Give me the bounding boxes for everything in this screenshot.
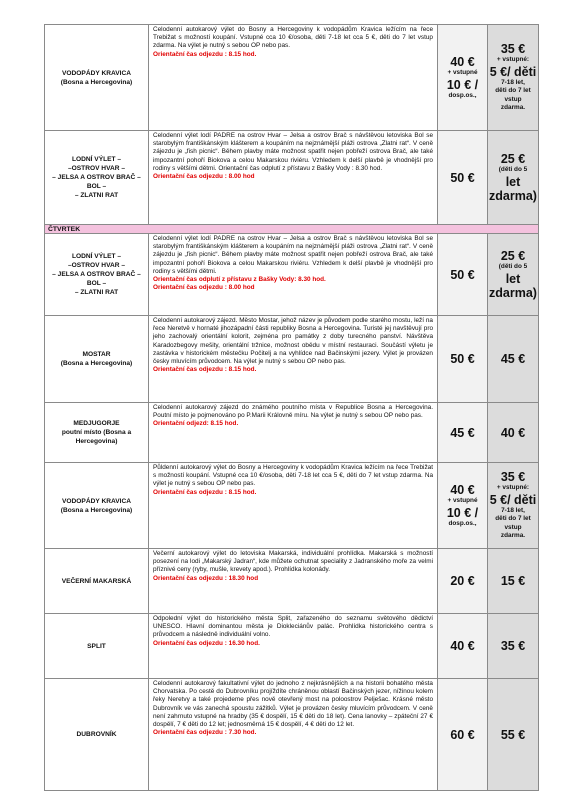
excursion-description-cell [149,463,438,549]
child-price-note: zdarma. [500,532,526,540]
child-price-cell [488,679,539,791]
excursion-name-line: LODNÍ VÝLET – [71,156,122,163]
adult-price: 40 € [450,55,475,69]
departure-time: Orientační odjezd: 8.15 hod. [153,420,239,428]
excursion-description-cell [149,131,438,225]
excursion-name-line: BOL – [86,183,107,190]
excursion-description-cell [149,316,438,403]
excursion-name-cell [45,234,149,316]
day-header-row [45,225,539,234]
departure-time: Orientační čas odjezdu : 8.15 hod. [153,366,257,374]
adult-price: 60 € [450,727,475,742]
child-price-note: (děti do 5 [498,166,528,174]
excursion-name-cell [45,679,149,791]
excursion-description: Večerní autokarový výlet do letoviska Makarská, individuální prohlídka. Makarská s možností posezení na lodi „Makarský Jadran“, kde můžete ochutnat speciality z Jadranského moře za velmi příznivé ceny (ryby, mušle, krevety apod.). Prohlídka kolonády. [153,550,433,574]
excursion-name-line: VODOPÁDY KRAVICA [62,497,131,505]
excursion-description-cell [149,614,438,679]
excursion-name-line: – JELSA A OSTROV BRAČ – [52,174,141,181]
child-price-cell [488,614,539,679]
child-price-cell [488,463,539,549]
excursion-name-line: MEDJUGORJE [73,420,120,427]
excursion-description: Celodenní autokarový fakultativní výlet do jednoho z nejkrásnějších a na historii bohatého města Chorvatska. Po cestě do Dubrovníku projíždíte chráněnou oblastí Bačinských jezer, nížinou kolem řeky Neretvy a také projedeme přes nově otevřený most na poloostrov Pelješac. Krásné město Dubrovník ve vás zanechá spoustu zážitků. Výlet je provázen česky mluvícím průvodcem. V ceně není zahrnuto vstupné na hradby (35 € dospělí, 15 € děti do 18 let). Cena lanovky – zpáteční 27 € dospělí, 7 € děti do 12 let; jednosměrná 15 € dospělí, 4 € děti do 12 let. [153,680,433,729]
excursion-name-cell [45,316,149,403]
excursion-price-table [44,24,537,791]
adult-price-cell [438,25,488,131]
child-price-note: děti do 7 let [495,515,531,523]
excursion-name-line: – ZLATNI RAT [74,289,119,296]
adult-price-cell [438,679,488,791]
excursion-name-line: poutní místo (Bosna a [61,429,132,436]
excursion-description-cell [149,403,438,463]
child-price: 45 € [500,352,526,366]
adult-price-note: dosp.os., [448,519,477,527]
excursion-name-cell [45,403,149,463]
departure-port-time: Orientační čas odplutí z přístavu z Bašky Vody: 8.30 hod. [153,276,326,284]
child-price: 40 € [500,425,526,440]
excursion-description: Celodenní výlet lodí PADRE na ostrov Hvar – Jelsa a ostrov Brač s návštěvou letoviska Bol se starobylým františkánským klášterem a koupáním na nejznámější pláži ostrova „Zlatni rat“. V ceně zájezdu je „fish picnic“. Během plavby máte možnost spatřit nejen pobřeží ostrova Brač, ale také impozantní pohoří Biokova a celou Makarskou riviéru. Vzhledem k delší plavbě je vhodnější pro rodiny s většími dětmi. [153,235,433,275]
child-price: 25 € [500,249,526,264]
child-price-cell [488,25,539,131]
day-label: ČTVRTEK [45,225,539,234]
excursion-name-line: –OSTROV HVAR – [67,165,126,172]
adult-price-cell [438,463,488,549]
departure-time: Orientační čas odjezdu : 8.00 hod [153,284,255,292]
excursion-name-line: SPLIT [87,642,106,650]
child-price-note: (děti do 5 [498,263,528,271]
departure-time: Orientační čas odjezdu : 8.15 hod. [153,488,257,496]
departure-time: Orientační čas odjezdu : 8.00 hod [153,173,255,181]
excursion-row-medjugorje [45,403,539,463]
excursion-name-line: BOL – [86,280,107,287]
excursion-name-line: (Bosna a Hercegovina) [60,78,133,86]
excursion-description-cell [149,234,438,316]
child-price-cell [488,316,539,403]
adult-price: 50 € [450,170,475,185]
excursion-name-line: (Bosna a Hercegovina) [60,360,133,367]
excursion-row-mostar [45,316,539,403]
excursion-description: Celodenní výlet lodí PADRE na ostrov Hvar – Jelsa a ostrov Brač s návštěvou letoviska Bol se starobylým františkánským klášterem a koupáním na nejznámější pláži ostrova „Zlatni rat“. V ceně zájezdu je „fish picnic“. Během plavby máte možnost spatřit nejen pobřeží ostrova Brač, ale také impozantní pohoří Biokova a celou Makarskou riviéru. Vzhledem k delší plavbě je vhodnější pro rodiny s většími dětmi. Orientační čas odplutí z přístavu z Bašky Vody : 8.30 hod. [153,132,433,172]
excursion-description: Celodenní autokarový zájezd do známého poutního místa v Republice Bosna a Hercegovina. Poutní místo je pojmenováno po P.Marii Královně míru. Na výlet je nutný s sebou OP nebo pas. [153,404,433,420]
adult-price-note: + vstupné [447,497,478,504]
excursion-name-cell [45,131,149,225]
excursion-description-cell [149,549,438,614]
adult-price: 45 € [450,425,475,440]
rows-before-day [45,25,539,225]
child-price-note: vstup [504,523,522,531]
adult-price: 20 € [450,574,475,588]
adult-price: 50 € [450,352,475,366]
excursion-name-line: – ZLATNI RAT [74,192,119,199]
child-price-cell [488,131,539,225]
adult-price-cell [438,403,488,463]
child-price-note: + vstupné: [496,484,530,492]
child-price-cell [488,403,539,463]
child-price: 35 € [500,470,526,485]
child-price: 55 € [500,727,526,742]
child-price-note: 7-18 let, [501,506,525,514]
child-price: 25 € [500,152,526,167]
excursion-row-kravica1 [45,25,539,131]
adult-price: 40 € [450,483,475,497]
excursion-description-cell [149,679,438,791]
excursion-name-line: DUBROVNÍK [76,731,117,738]
departure-time: Orientační čas odjezdu : 16.30 hod. [153,639,260,647]
child-price-cell [488,549,539,614]
departure-time: Orientační čas odjezdu : 8.15 hod. [153,50,257,58]
adult-price: 50 € [450,267,475,282]
adult-price-cell [438,316,488,403]
child-price: 35 € [500,42,526,57]
excursion-name-line: LODNÍ VÝLET – [71,253,122,260]
adult-price-cell [438,131,488,225]
child-price-note: let zdarma) [489,174,537,203]
adult-price-note: dosp.os., [448,91,477,99]
excursion-row-kravica2 [45,463,539,549]
excursion-row-makarska [45,549,539,614]
excursion-name-line: VODOPÁDY KRAVICA [62,69,131,77]
adult-price-cell [438,234,488,316]
child-price-cell [488,234,539,316]
adult-price-cell [438,614,488,679]
child-price-note: let zdarma) [489,271,537,300]
excursion-name-line: – JELSA A OSTROV BRAČ – [52,271,141,278]
excursion-row-hvar2 [45,234,539,316]
child-price-note: + vstupné: [496,56,530,64]
child-price-note: zdarma. [500,104,526,112]
excursion-name-line: (Bosna a Hercegovina) [60,506,133,514]
excursion-description: Půldenní autokarový výlet do Bosny a Hercegoviny k vodopádům Kravica ležícím na řece Trebižat s možností koupání. Vstupné cca 10 €/osoba, děti 7-18 let cca 5 €, děti do 7 let vstup zdarma. Na výlet je nutný s sebou OP nebo pas. [153,464,433,488]
day-header-section [45,225,539,234]
excursion-table [44,24,539,791]
excursion-name-line: –OSTROV HVAR – [67,262,126,269]
child-price: 35 € [500,639,526,653]
excursion-description: Celodenní autokarový výlet do Bosny a Hercegoviny k vodopádům Kravica ležícím na řece Trebižat s možností koupání. Vstupné cca 10 €/osoba, děti 7-18 let cca 5 €, děti do 7 let vstup zdarma. Na výlet je nutný s sebou OP nebo pas. [153,26,433,50]
adult-price: 40 € [450,639,475,653]
excursion-description-cell [149,25,438,131]
rows-after-day [45,234,539,791]
excursion-name-line: MOSTAR [82,351,111,358]
departure-time: Orientační čas odjezdu : 7.30 hod. [153,729,257,737]
adult-price-note: 10 € / [446,505,479,520]
excursion-description: Odpolední výlet do historického města Split, zařazeného do seznamu světového dědictví UNESCO. Hlavní dominantou města je Diokleciánův palác. Prohlídka historického centra s průvodcem a následně individuální volno. [153,615,433,639]
adult-price-note: + vstupné [447,69,478,76]
excursion-row-split [45,614,539,679]
excursion-description: Celodenní autokarový zájezd. Město Mostar, jehož název je původem podle starého mostu, leží na řece Neretvě v hornaté jihozápadní části republiky Bosna a Hercegovina. Turisté jej navštěvují pro jeho zachovalý orientální kolorit, zejména pro památky z doby turecného panství. Návštěva Karadozbegovy mešity, orientální tržnice, možnost obědu v místní restauraci. Součástí výletu je zastávka v historickém městečku Počitelj a na vyhlídce nad Bačinskými jezery. Výlet je provázen česky mluvícím průvodcem. Na výlet je nutný s sebou OP nebo pas. [153,317,433,366]
adult-price-note: 10 € / [446,77,479,92]
child-price-note: 7-18 let, [501,78,525,86]
excursion-name-cell [45,25,149,131]
child-price: 15 € [500,574,526,588]
excursion-row-hvar1 [45,131,539,225]
child-price-note: 5 €/ děti [489,492,537,507]
excursion-name-cell [45,463,149,549]
child-price-note: děti do 7 let [495,87,531,95]
excursion-name-line: VEČERNÍ MAKARSKÁ [61,577,132,585]
child-price-note: 5 €/ děti [489,64,537,79]
excursion-name-line: Hercegovina) [75,438,118,445]
adult-price-cell [438,549,488,614]
excursion-name-cell [45,549,149,614]
excursion-name-cell [45,614,149,679]
excursion-row-dubrovnik [45,679,539,791]
departure-time: Orientační čas odjezdu : 18.30 hod [153,574,259,582]
child-price-note: vstup [504,95,522,103]
